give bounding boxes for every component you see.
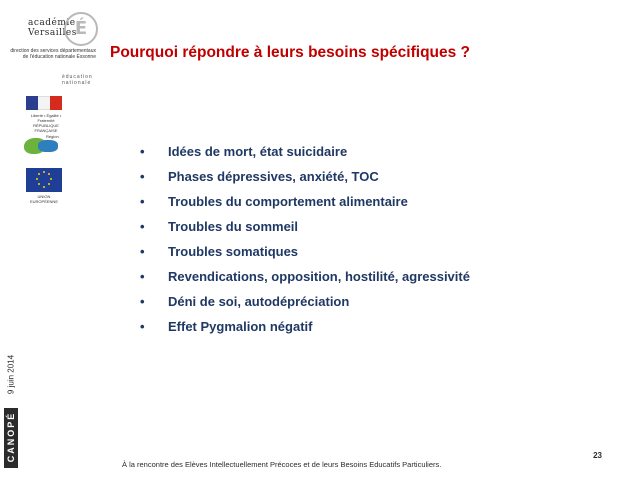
bullet-dot-icon: •: [140, 244, 145, 259]
bullet-text: Revendications, opposition, hostilité, agressivité: [168, 269, 470, 284]
bullet-item: [140, 144, 590, 169]
region-blue-shape-icon: [38, 140, 58, 152]
canope-label: CANOPÉ: [6, 411, 16, 463]
bullet-text: Troubles somatiques: [168, 244, 299, 259]
bullet-list: [140, 144, 590, 344]
academie-logo-tagline: éducation nationale: [62, 74, 93, 86]
bullet-text: Effet Pygmalion négatif: [168, 319, 313, 334]
republique-caption: Liberté • Égalité • Fraternité RÉPUBLIQUE FRANÇAISE: [30, 113, 62, 133]
page-number: 23: [593, 451, 602, 460]
union-europeenne-logo: [26, 168, 62, 202]
academie-logo-line2: Versailles: [28, 28, 77, 38]
bullet-item: [140, 219, 590, 244]
bullet-item: [140, 294, 590, 319]
academie-versailles-logo: [4, 6, 96, 88]
bullet-item: [140, 244, 590, 269]
slide-title: Pourquoi répondre à leurs besoins spécifiques ?: [110, 44, 471, 61]
region-logo: [24, 134, 64, 160]
bullet-dot-icon: •: [140, 194, 145, 209]
academie-logo-line1: académie: [28, 18, 76, 28]
republique-francaise-logo: [26, 96, 66, 133]
bullet-text: Troubles du sommeil: [168, 219, 299, 234]
bullet-dot-icon: •: [140, 169, 145, 184]
bullet-text: Idées de mort, état suicidaire: [168, 144, 348, 159]
bullet-item: [140, 269, 590, 294]
bullet-dot-icon: •: [140, 319, 145, 334]
bullet-dot-icon: •: [140, 219, 145, 234]
french-flag-icon: [26, 96, 62, 110]
europe-caption: UNION EUROPÉENNE: [29, 194, 58, 204]
eu-flag-icon: [26, 168, 62, 192]
footer-text: À la rencontre des Elèves Intellectuellement Précoces et de leurs Besoins Educatifs Particuliers.: [122, 460, 442, 469]
bullet-item: [140, 194, 590, 219]
bullet-item: [140, 169, 590, 194]
bullet-item: [140, 319, 590, 344]
academie-logo-service: direction des services départementaux de l'éducation nationale Essonne: [10, 48, 96, 60]
side-date-label: 9 juin 2014: [6, 354, 16, 395]
bullet-dot-icon: •: [140, 269, 145, 284]
bullet-dot-icon: •: [140, 144, 145, 159]
bullet-text: Troubles du comportement alimentaire: [168, 194, 408, 209]
academie-e-mark-icon: É: [64, 12, 98, 46]
canope-logo: [4, 408, 18, 468]
bullet-text: Déni de soi, autodépréciation: [168, 294, 350, 309]
region-caption: Région: [46, 134, 59, 139]
bullet-dot-icon: •: [140, 294, 145, 309]
bullet-text: Phases dépressives, anxiété, TOC: [168, 169, 379, 184]
